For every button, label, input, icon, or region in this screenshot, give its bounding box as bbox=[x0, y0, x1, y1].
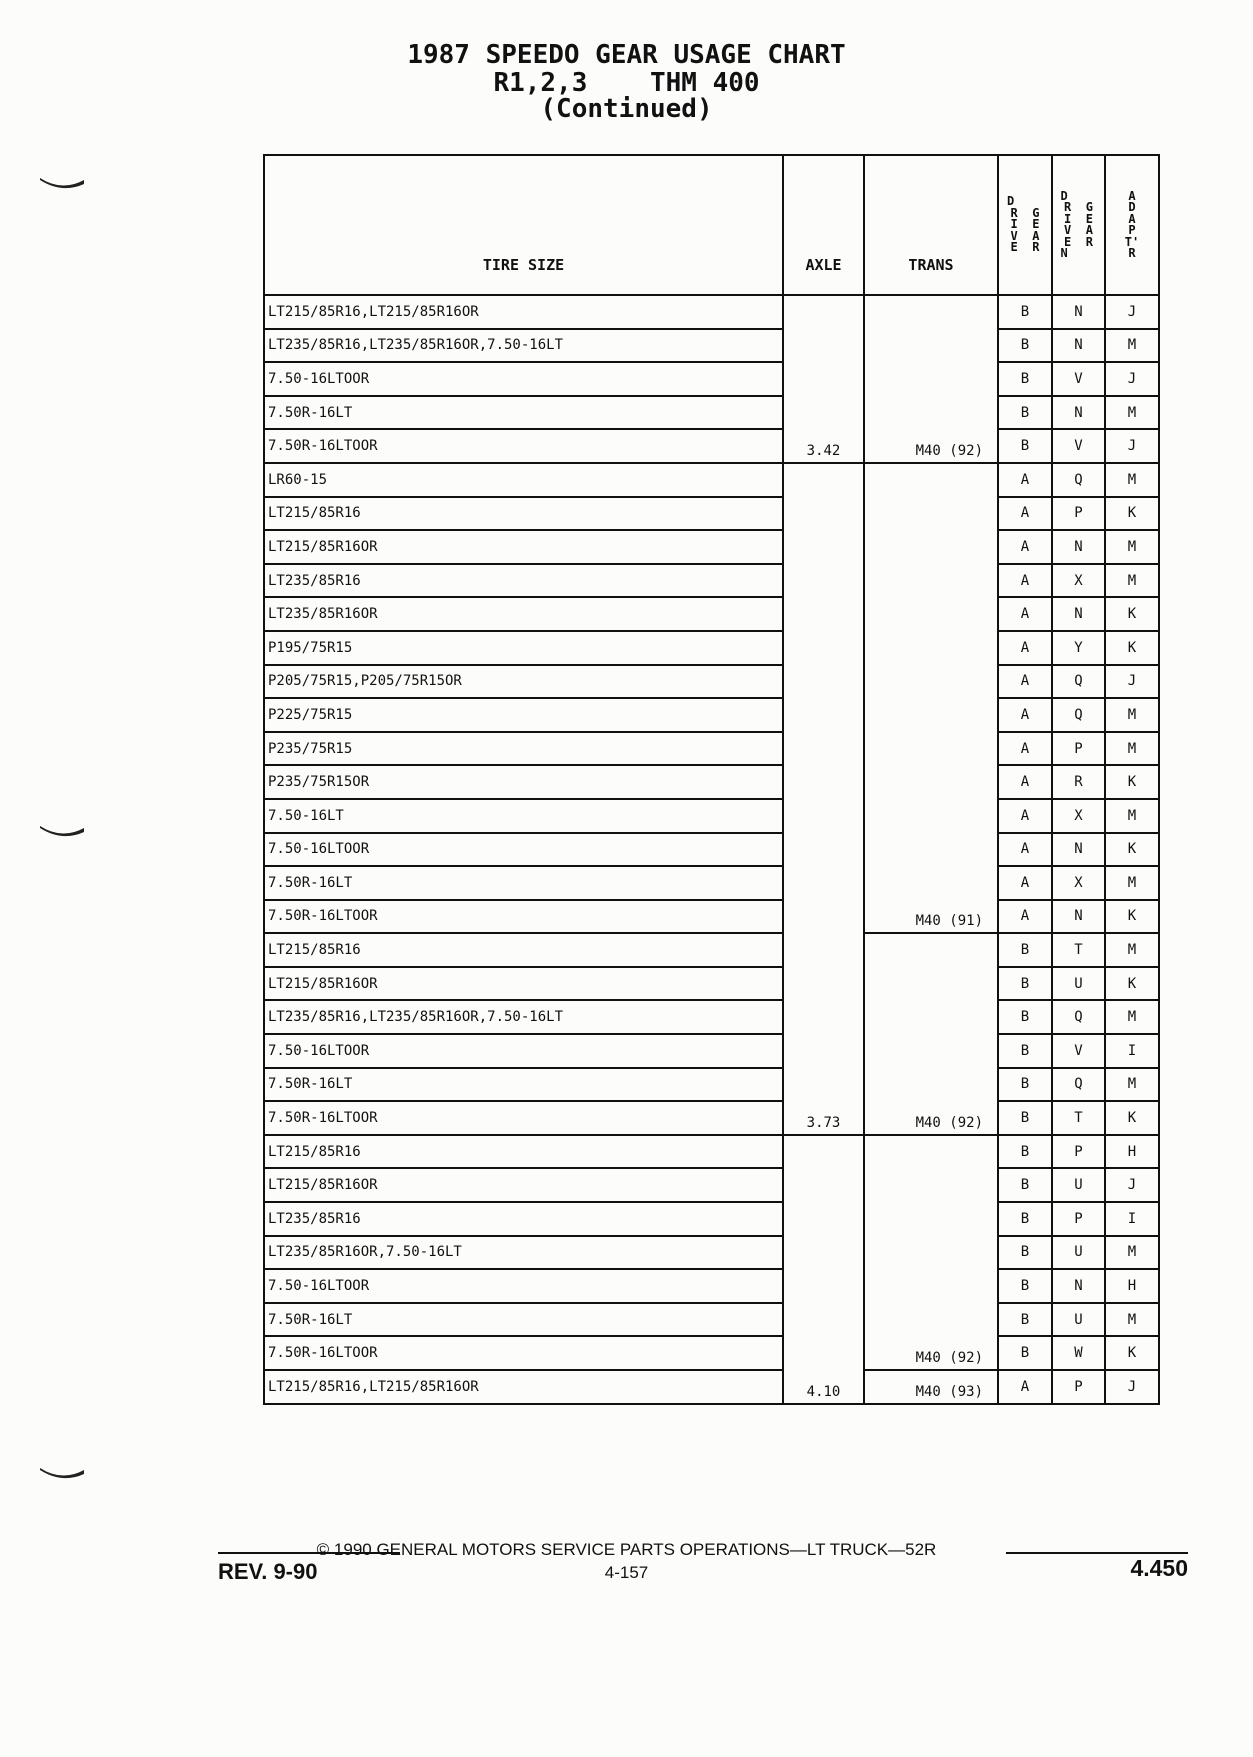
adapter-cell: K bbox=[1105, 967, 1159, 1001]
adapter-cell: J bbox=[1105, 1370, 1159, 1404]
table-row bbox=[264, 1101, 1159, 1135]
trans-cell: M40 (91) bbox=[864, 463, 998, 933]
header-axle: AXLE bbox=[783, 155, 864, 295]
tire-size-cell: LT235/85R16 bbox=[264, 564, 783, 598]
adapter-cell: K bbox=[1105, 1336, 1159, 1370]
axle-cell: 3.73 bbox=[783, 463, 864, 1135]
driven-gear-cell: P bbox=[1052, 1135, 1105, 1169]
table-row bbox=[264, 429, 1159, 463]
table-row bbox=[264, 833, 1159, 867]
adapter-cell: M bbox=[1105, 1068, 1159, 1102]
tire-size-cell: 7.50R-16LTOOR bbox=[264, 429, 783, 463]
drive-gear-cell: A bbox=[998, 597, 1052, 631]
header-tire-size: TIRE SIZE bbox=[264, 155, 783, 295]
drive-gear-cell: B bbox=[998, 1101, 1052, 1135]
driven-gear-cell: V bbox=[1052, 429, 1105, 463]
trans-cell: M40 (92) bbox=[864, 295, 998, 463]
table-body bbox=[264, 295, 1159, 1404]
adapter-cell: K bbox=[1105, 597, 1159, 631]
table-row bbox=[264, 1236, 1159, 1270]
table-row bbox=[264, 1135, 1159, 1169]
driven-gear-cell: Y bbox=[1052, 631, 1105, 665]
table-row bbox=[264, 765, 1159, 799]
drive-gear-cell: A bbox=[998, 732, 1052, 766]
driven-gear-cell: Q bbox=[1052, 463, 1105, 497]
drive-gear-cell: A bbox=[998, 866, 1052, 900]
table-row bbox=[264, 1202, 1159, 1236]
adapter-cell: M bbox=[1105, 530, 1159, 564]
adapter-cell: M bbox=[1105, 1000, 1159, 1034]
adapter-cell: K bbox=[1105, 833, 1159, 867]
drive-gear-cell: A bbox=[998, 463, 1052, 497]
table-row bbox=[264, 362, 1159, 396]
header-driven-gear bbox=[1052, 155, 1105, 295]
tire-size-cell: 7.50-16LTOOR bbox=[264, 1269, 783, 1303]
tire-size-cell: 7.50-16LTOOR bbox=[264, 362, 783, 396]
trans-cell: M40 (92) bbox=[864, 1135, 998, 1370]
adapter-cell: K bbox=[1105, 1101, 1159, 1135]
tire-size-cell: LT215/85R16 bbox=[264, 497, 783, 531]
driven-gear-cell: W bbox=[1052, 1336, 1105, 1370]
drive-gear-cell: B bbox=[998, 1202, 1052, 1236]
drive-gear-cell: B bbox=[998, 295, 1052, 329]
page-number: 4-157 bbox=[604, 1563, 649, 1582]
tire-size-cell: 7.50R-16LTOOR bbox=[264, 1101, 783, 1135]
table-row bbox=[264, 933, 1159, 967]
driven-gear-cell: U bbox=[1052, 1168, 1105, 1202]
table-row bbox=[264, 866, 1159, 900]
tire-size-cell: LT215/85R16,LT215/85R16OR bbox=[264, 295, 783, 329]
tire-size-cell: P205/75R15,P205/75R15OR bbox=[264, 665, 783, 699]
binder-mark-icon bbox=[40, 1466, 84, 1480]
tire-size-cell: 7.50-16LTOOR bbox=[264, 1034, 783, 1068]
tire-size-cell: LT215/85R16,LT215/85R16OR bbox=[264, 1370, 783, 1404]
chart-subtitle: R1,2,3 THM 400 bbox=[493, 68, 760, 98]
drive-gear-cell: A bbox=[998, 1370, 1052, 1404]
driven-gear-cell: N bbox=[1052, 833, 1105, 867]
tire-size-cell: LT215/85R16OR bbox=[264, 530, 783, 564]
drive-gear-cell: A bbox=[998, 665, 1052, 699]
header-adapter-label: A D A P T' R bbox=[1124, 188, 1140, 260]
tire-size-cell: LT215/85R16 bbox=[264, 933, 783, 967]
axle-cell: 3.42 bbox=[783, 295, 864, 463]
tire-size-cell: P235/75R15 bbox=[264, 732, 783, 766]
table-row bbox=[264, 1034, 1159, 1068]
table-row bbox=[264, 1000, 1159, 1034]
driven-gear-cell: N bbox=[1052, 329, 1105, 363]
adapter-cell: H bbox=[1105, 1135, 1159, 1169]
table-row bbox=[264, 463, 1159, 497]
adapter-cell: J bbox=[1105, 362, 1159, 396]
drive-gear-cell: B bbox=[998, 1236, 1052, 1270]
adapter-cell: M bbox=[1105, 1236, 1159, 1270]
table-row bbox=[264, 1303, 1159, 1337]
axle-cell: 4.10 bbox=[783, 1135, 864, 1404]
header-trans: TRANS bbox=[864, 155, 998, 295]
copyright-line: © 1990 GENERAL MOTORS SERVICE PARTS OPERATIONS—LT TRUCK—52R bbox=[316, 1540, 937, 1559]
adapter-cell: M bbox=[1105, 799, 1159, 833]
trans-cell: M40 (92) bbox=[864, 933, 998, 1135]
driven-gear-cell: U bbox=[1052, 1303, 1105, 1337]
driven-gear-cell: Q bbox=[1052, 1068, 1105, 1102]
tire-size-cell: 7.50R-16LTOOR bbox=[264, 900, 783, 934]
tire-size-cell: LT215/85R16OR bbox=[264, 967, 783, 1001]
tire-size-cell: 7.50R-16LT bbox=[264, 1068, 783, 1102]
table-row bbox=[264, 1370, 1159, 1404]
tire-size-cell: LR60-15 bbox=[264, 463, 783, 497]
driven-gear-cell: N bbox=[1052, 900, 1105, 934]
table-row bbox=[264, 1269, 1159, 1303]
driven-gear-cell: U bbox=[1052, 967, 1105, 1001]
table-row bbox=[264, 967, 1159, 1001]
drive-gear-cell: A bbox=[998, 765, 1052, 799]
adapter-cell: H bbox=[1105, 1269, 1159, 1303]
adapter-cell: M bbox=[1105, 329, 1159, 363]
adapter-cell: J bbox=[1105, 1168, 1159, 1202]
adapter-cell: J bbox=[1105, 429, 1159, 463]
drive-gear-cell: B bbox=[998, 1000, 1052, 1034]
revision-label: REV. 9-90 bbox=[218, 1559, 318, 1584]
adapter-cell: K bbox=[1105, 631, 1159, 665]
tire-size-cell: LT235/85R16,LT235/85R16OR,7.50-16LT bbox=[264, 329, 783, 363]
tire-size-cell: LT235/85R16,LT235/85R16OR,7.50-16LT bbox=[264, 1000, 783, 1034]
drive-gear-cell: B bbox=[998, 1068, 1052, 1102]
driven-gear-cell: Q bbox=[1052, 1000, 1105, 1034]
drive-gear-cell: A bbox=[998, 698, 1052, 732]
continued-label: (Continued) bbox=[540, 94, 713, 124]
driven-gear-cell: Q bbox=[1052, 698, 1105, 732]
driven-gear-cell: X bbox=[1052, 564, 1105, 598]
tire-size-cell: P195/75R15 bbox=[264, 631, 783, 665]
tire-size-cell: 7.50-16LT bbox=[264, 799, 783, 833]
adapter-cell: K bbox=[1105, 900, 1159, 934]
drive-gear-cell: A bbox=[998, 900, 1052, 934]
table-row bbox=[264, 1168, 1159, 1202]
table-row bbox=[264, 564, 1159, 598]
adapter-cell: J bbox=[1105, 665, 1159, 699]
tire-size-cell: 7.50-16LTOOR bbox=[264, 833, 783, 867]
adapter-cell: M bbox=[1105, 463, 1159, 497]
table-row bbox=[264, 665, 1159, 699]
drive-gear-cell: A bbox=[998, 799, 1052, 833]
tire-size-cell: 7.50R-16LTOOR bbox=[264, 1336, 783, 1370]
driven-gear-cell: N bbox=[1052, 597, 1105, 631]
driven-gear-cell: P bbox=[1052, 1370, 1105, 1404]
table-row bbox=[264, 698, 1159, 732]
driven-gear-cell: V bbox=[1052, 1034, 1105, 1068]
drive-gear-cell: B bbox=[998, 933, 1052, 967]
drive-gear-cell: B bbox=[998, 362, 1052, 396]
table-row bbox=[264, 1336, 1159, 1370]
table-row bbox=[264, 631, 1159, 665]
drive-gear-cell: A bbox=[998, 530, 1052, 564]
driven-gear-cell: T bbox=[1052, 933, 1105, 967]
table-header-row bbox=[264, 155, 1159, 295]
driven-gear-cell: Q bbox=[1052, 665, 1105, 699]
speedo-gear-table bbox=[263, 154, 1160, 1405]
tire-size-cell: LT235/85R16 bbox=[264, 1202, 783, 1236]
drive-gear-cell: A bbox=[998, 833, 1052, 867]
adapter-cell: M bbox=[1105, 866, 1159, 900]
driven-gear-cell: V bbox=[1052, 362, 1105, 396]
driven-gear-cell: X bbox=[1052, 866, 1105, 900]
drive-gear-cell: B bbox=[998, 1269, 1052, 1303]
trans-cell: M40 (93) bbox=[864, 1370, 998, 1404]
tire-size-cell: 7.50R-16LT bbox=[264, 1303, 783, 1337]
table-row bbox=[264, 732, 1159, 766]
tire-size-cell: 7.50R-16LT bbox=[264, 866, 783, 900]
drive-gear-cell: B bbox=[998, 1168, 1052, 1202]
header-adapter bbox=[1105, 155, 1159, 295]
table-row bbox=[264, 497, 1159, 531]
adapter-cell: M bbox=[1105, 564, 1159, 598]
table-row bbox=[264, 329, 1159, 363]
table-row bbox=[264, 530, 1159, 564]
header-driven-gear-label: D R G I E V A E R N bbox=[1060, 188, 1093, 260]
drive-gear-cell: B bbox=[998, 967, 1052, 1001]
drive-gear-cell: B bbox=[998, 396, 1052, 430]
drive-gear-cell: B bbox=[998, 1303, 1052, 1337]
driven-gear-cell: N bbox=[1052, 530, 1105, 564]
driven-gear-cell: U bbox=[1052, 1236, 1105, 1270]
adapter-cell: M bbox=[1105, 1303, 1159, 1337]
tire-size-cell: P225/75R15 bbox=[264, 698, 783, 732]
driven-gear-cell: P bbox=[1052, 497, 1105, 531]
driven-gear-cell: R bbox=[1052, 765, 1105, 799]
header-drive-gear bbox=[998, 155, 1052, 295]
drive-gear-cell: B bbox=[998, 1135, 1052, 1169]
adapter-cell: M bbox=[1105, 396, 1159, 430]
driven-gear-cell: T bbox=[1052, 1101, 1105, 1135]
driven-gear-cell: X bbox=[1052, 799, 1105, 833]
tire-size-cell: 7.50R-16LT bbox=[264, 396, 783, 430]
tire-size-cell: LT235/85R16OR,7.50-16LT bbox=[264, 1236, 783, 1270]
adapter-cell: I bbox=[1105, 1034, 1159, 1068]
drive-gear-cell: B bbox=[998, 1336, 1052, 1370]
drive-gear-cell: B bbox=[998, 1034, 1052, 1068]
adapter-cell: M bbox=[1105, 933, 1159, 967]
drive-gear-cell: B bbox=[998, 429, 1052, 463]
adapter-cell: M bbox=[1105, 698, 1159, 732]
tire-size-cell: LT215/85R16 bbox=[264, 1135, 783, 1169]
table-row bbox=[264, 396, 1159, 430]
adapter-cell: I bbox=[1105, 1202, 1159, 1236]
driven-gear-cell: P bbox=[1052, 732, 1105, 766]
binder-mark-icon bbox=[40, 176, 84, 190]
table-row bbox=[264, 295, 1159, 329]
drive-gear-cell: A bbox=[998, 564, 1052, 598]
tire-size-cell: LT215/85R16OR bbox=[264, 1168, 783, 1202]
adapter-cell: M bbox=[1105, 732, 1159, 766]
adapter-cell: K bbox=[1105, 765, 1159, 799]
adapter-cell: J bbox=[1105, 295, 1159, 329]
header-drive-gear-label: D R G I E V A E R bbox=[1006, 194, 1040, 255]
driven-gear-cell: P bbox=[1052, 1202, 1105, 1236]
table-row bbox=[264, 597, 1159, 631]
drive-gear-cell: B bbox=[998, 329, 1052, 363]
driven-gear-cell: N bbox=[1052, 295, 1105, 329]
tire-size-cell: P235/75R15OR bbox=[264, 765, 783, 799]
adapter-cell: K bbox=[1105, 497, 1159, 531]
table-row bbox=[264, 1068, 1159, 1102]
driven-gear-cell: N bbox=[1052, 1269, 1105, 1303]
drive-gear-cell: A bbox=[998, 631, 1052, 665]
tire-size-cell: LT235/85R16OR bbox=[264, 597, 783, 631]
table-row bbox=[264, 799, 1159, 833]
drive-gear-cell: A bbox=[998, 497, 1052, 531]
table-row bbox=[264, 900, 1159, 934]
chart-title: 1987 SPEEDO GEAR USAGE CHART bbox=[407, 40, 846, 70]
driven-gear-cell: N bbox=[1052, 396, 1105, 430]
binder-mark-icon bbox=[40, 824, 84, 838]
section-number: 4.450 bbox=[1130, 1555, 1188, 1581]
